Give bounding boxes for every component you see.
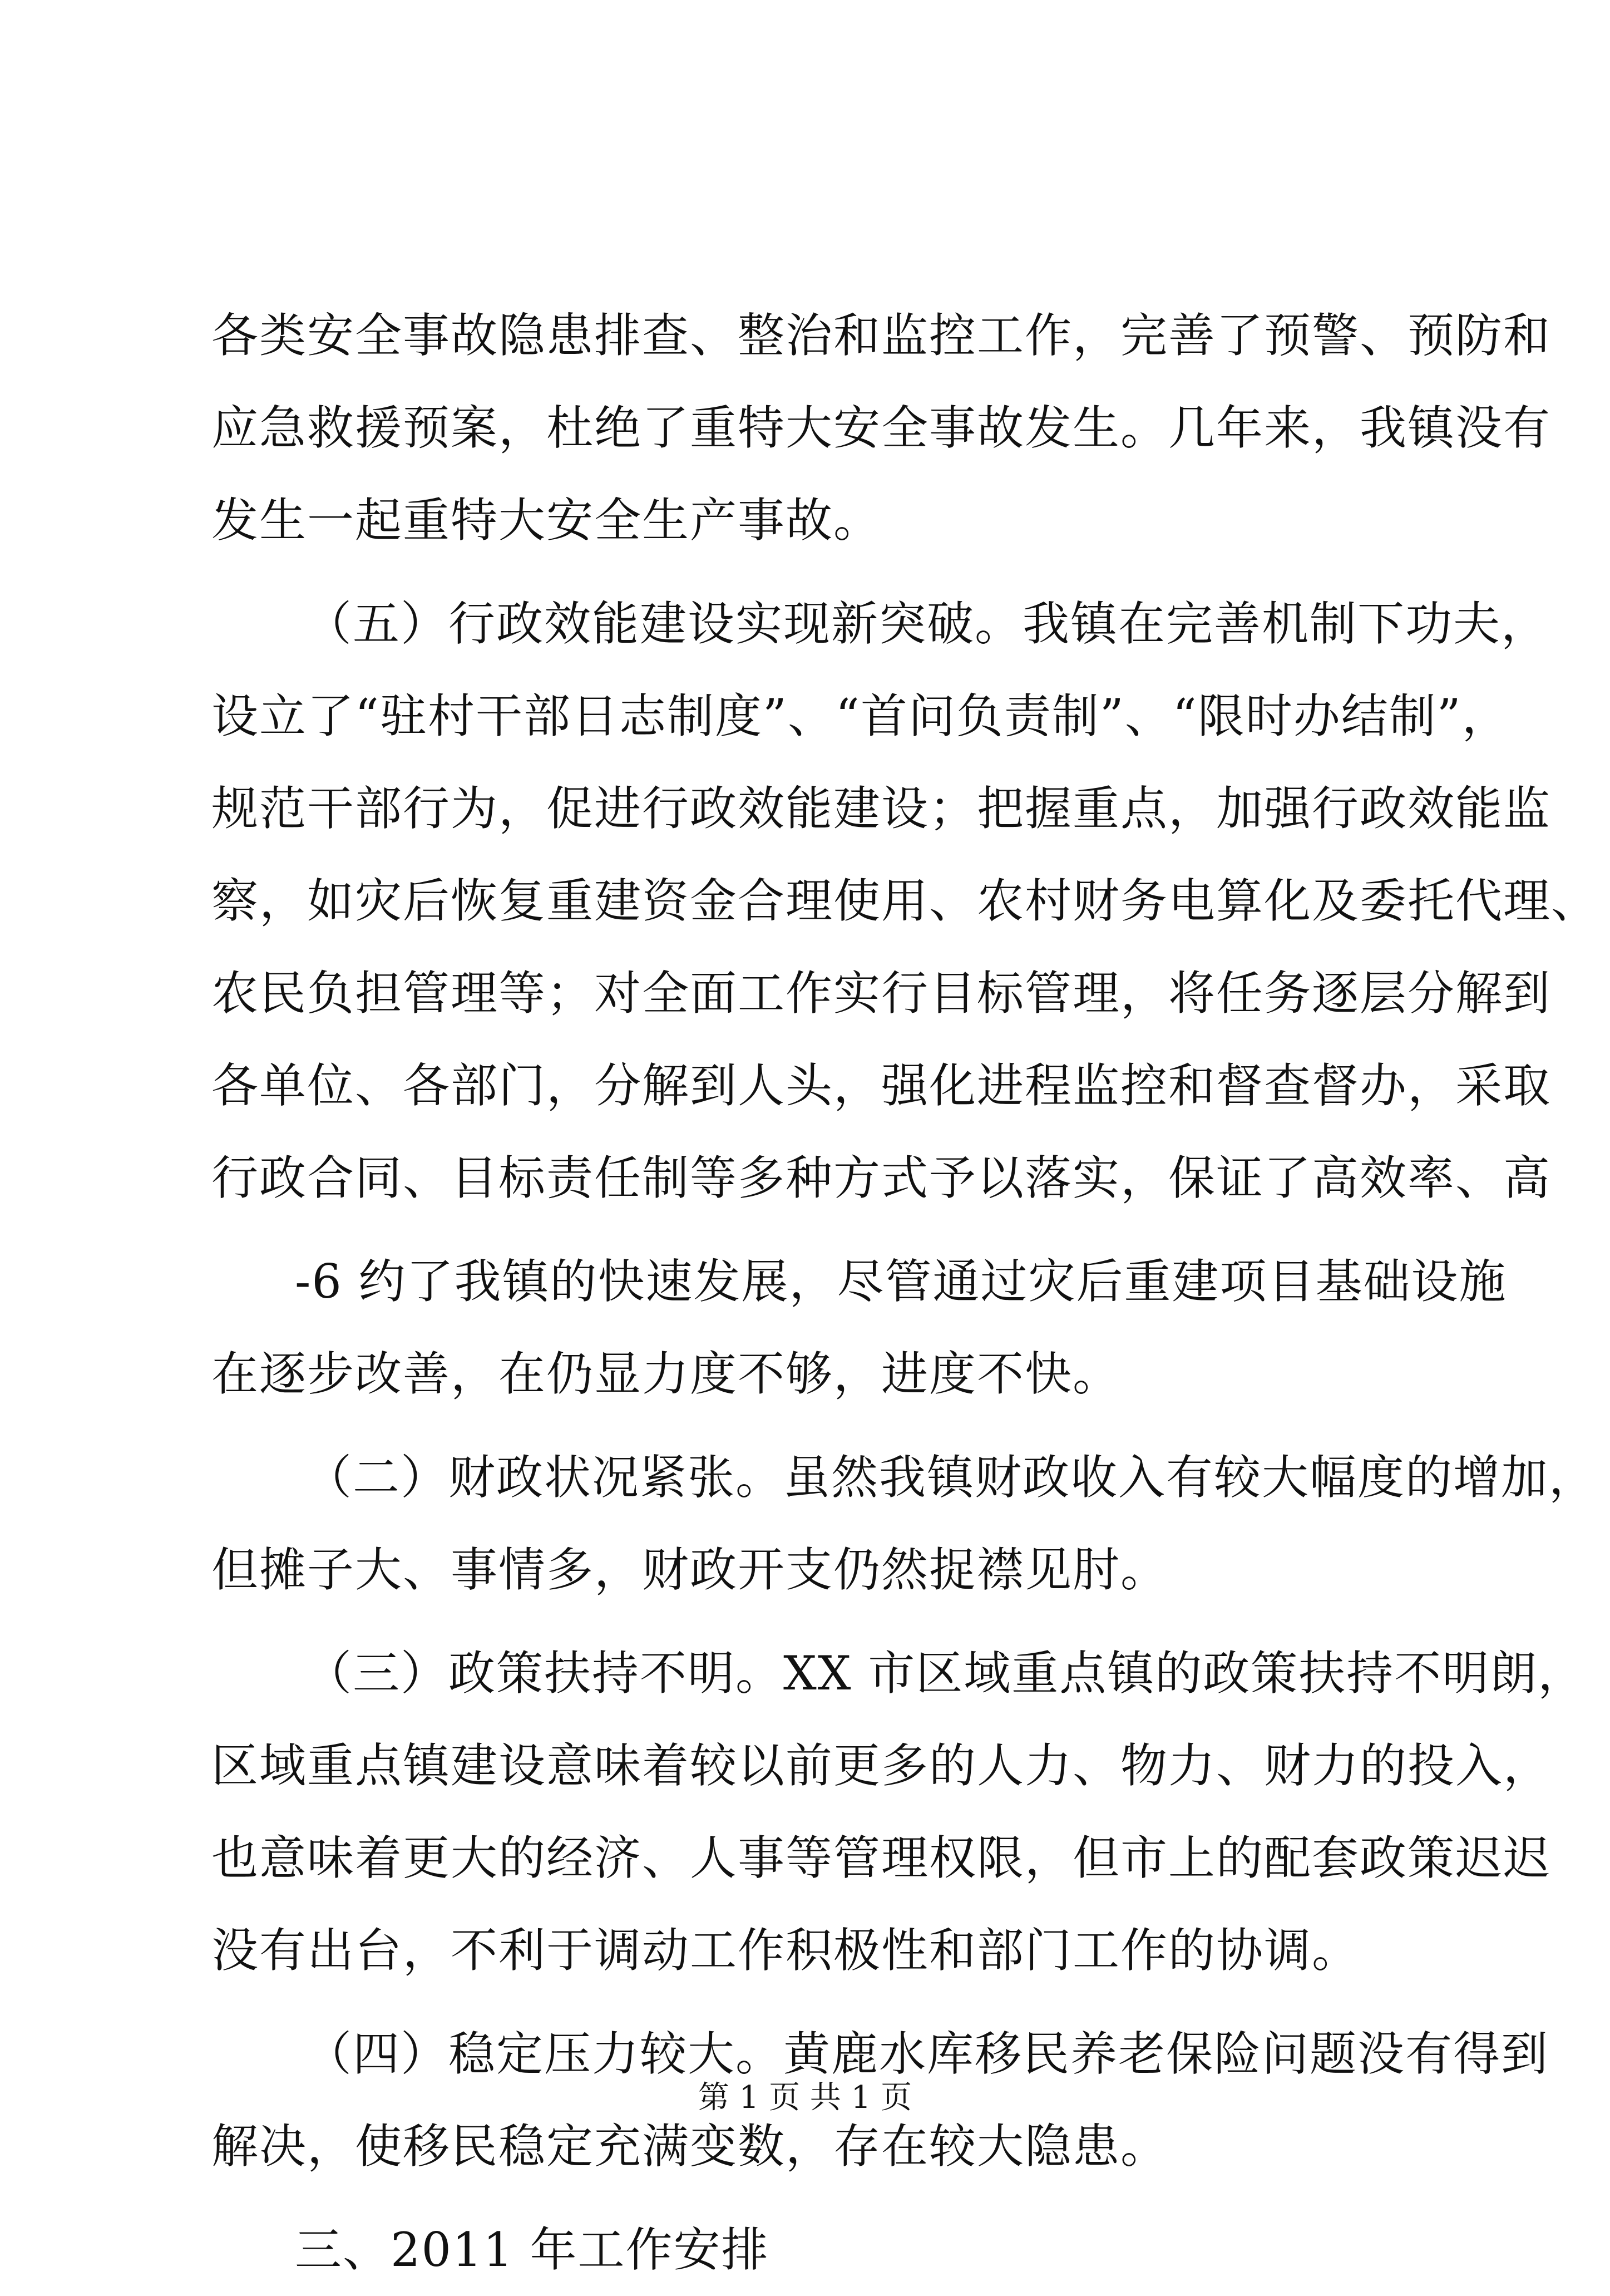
text-line: 应急救援预案，杜绝了重特大安全事故发生。几年来，我镇没有 (211, 401, 1552, 455)
text-line: （四）稳定压力较大。黄鹿水库移民养老保险问题没有得到 (305, 2027, 1549, 2081)
text-line: （二）财政状况紧张。虽然我镇财政收入有较大幅度的增加， (305, 1450, 1597, 1505)
section-heading-2011-plan (211, 2204, 1424, 2296)
text-line: 各类安全事故隐患排查、整治和监控工作，完善了预警、预防和 (211, 308, 1552, 363)
page-footer: 第 1 页 共 1 页 (698, 2080, 912, 2116)
text-line: 行政合同、目标责任制等多种方式予以落实，保证了高效率、高 (211, 1151, 1552, 1205)
text-line: 也意味着更大的经济、人事等管理权限，但市上的配套政策迟迟 (211, 1831, 1552, 1885)
text-line: 规范干部行为，促进行政效能建设；把握重点，加强行政效能监 (211, 781, 1552, 836)
text-line: 区域重点镇建设意味着较以前更多的人力、物力、财力的投入， (211, 1738, 1552, 1793)
text-line: 农民负担管理等；对全面工作实行目标管理，将任务逐层分解到 (211, 966, 1552, 1021)
text-line: 各单位、各部门，分解到人头，强化进程监控和督查督办，采取 (211, 1058, 1552, 1113)
text-line: 但摊子大、事情多，财政开支仍然捉襟见肘。 (211, 1543, 1169, 1597)
document-body (211, 289, 1599, 2296)
text-line: 在逐步改善，在仍显力度不够，进度不快。 (211, 1347, 1121, 1401)
text-line: （五）行政效能建设实现新突破。我镇在完善机制下功夫， (305, 597, 1549, 651)
text-line: 解决，使移民稳定充满变数，存在较大隐患。 (211, 2119, 1169, 2174)
text-line: 发生一起重特大安全生产事故。 (211, 493, 882, 548)
paragraph-page-break-fragment (211, 1235, 1507, 1420)
paragraph-policy-support (211, 1627, 1586, 1997)
paragraph-finance (211, 1431, 1597, 1616)
text-line: 察，如灾后恢复重建资金合理使用、农村财务电算化及委托代理、 (211, 874, 1599, 928)
section-heading: 三、2011 年工作安排 (295, 2223, 769, 2277)
paragraph-administrative-efficiency (211, 578, 1599, 1224)
text-line: 没有出台，不利于调动工作积极性和部门工作的协调。 (211, 1923, 1360, 1978)
text-line: -6 约了我镇的快速发展，尽管通过灾后重建项目基础设施 (295, 1254, 1507, 1309)
paragraph-safety-continued (211, 289, 1552, 566)
text-line: 设立了“驻村干部日志制度”、“首问负责制”、“限时办结制”， (211, 689, 1510, 743)
text-line: （三）政策扶持不明。XX 市区域重点镇的政策扶持不明朗， (305, 1646, 1586, 1701)
